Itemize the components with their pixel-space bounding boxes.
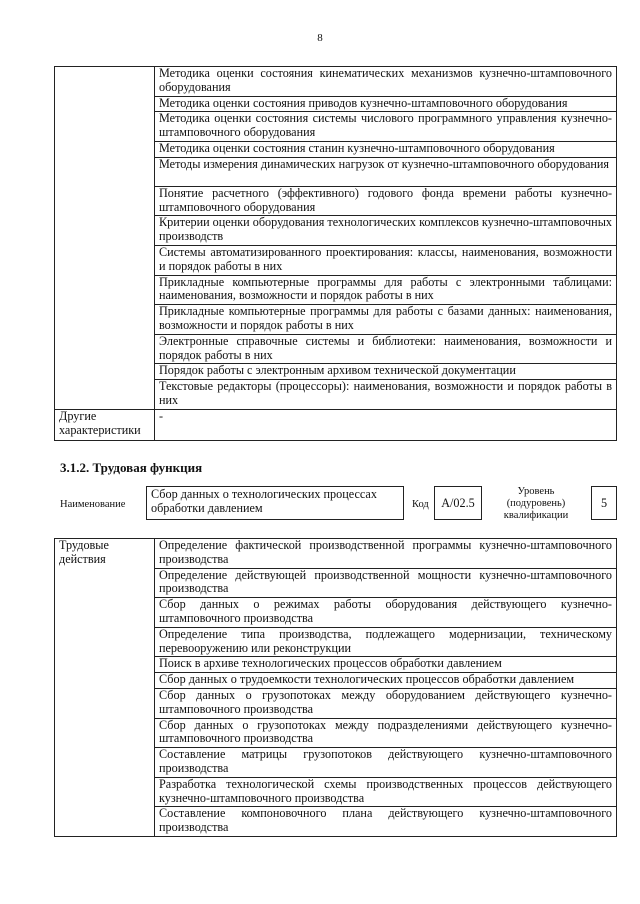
code-value: A/02.5 — [434, 486, 482, 520]
knowledge-row: Текстовые редакторы (процессоры): наименования, возможности и порядок работы в них — [155, 380, 617, 410]
labor-actions-table — [54, 538, 617, 837]
section-title: 3.1.2. Трудовая функция — [60, 460, 203, 475]
other-characteristics-value: - — [155, 409, 617, 440]
knowledge-row: Порядок работы с электронным архивом технической документации — [155, 364, 617, 380]
other-characteristics-label: Другие характеристики — [55, 409, 155, 440]
knowledge-table — [54, 66, 617, 441]
labor-action-row: Поиск в архиве технологических процессов обработки давлением — [155, 657, 617, 673]
labor-action-row: Разработка технологической схемы производственных процессов действующего кузнечно-штамповочного производства — [155, 777, 617, 807]
labor-actions-label: Трудовые действия — [55, 539, 155, 837]
knowledge-row: Системы автоматизированного проектирования: классы, наименования, возможности и порядок работы в них — [155, 245, 617, 275]
labor-action-row: Составление матрицы грузопотоков действующего кузнечно-штамповочного производства — [155, 748, 617, 778]
knowledge-row: Методы измерения динамических нагрузок от кузнечно-штамповочного оборудования — [155, 157, 617, 186]
labor-action-row: Сбор данных о грузопотоках между оборудованием действующего кузнечно-штамповочного производства — [155, 688, 617, 718]
name-value: Сбор данных о технологических процессах обработки давлением — [146, 486, 404, 520]
labor-action-row: Сбор данных о грузопотоках между подразделениями действующего кузнечно-штамповочного производства — [155, 718, 617, 748]
knowledge-label-cell — [55, 67, 155, 410]
labor-action-row: Составление компоновочного плана действующего кузнечно-штамповочного производства — [155, 807, 617, 837]
page-number: 8 — [317, 32, 323, 44]
knowledge-row: Критерии оценки оборудования технологических комплексов кузнечно-штамповочных производств — [155, 216, 617, 246]
knowledge-row: Методика оценки состояния кинематических механизмов кузнечно-штамповочного оборудования — [155, 67, 617, 97]
knowledge-row: Методика оценки состояния приводов кузнечно-штамповочного оборудования — [155, 96, 617, 112]
labor-action-row: Определение действующей производственной мощности кузнечно-штамповочного производства — [155, 568, 617, 598]
labor-action-row: Определение фактической производственной программы кузнечно-штамповочного производства — [155, 539, 617, 569]
qualification-level-label: Уровень (подуровень) квалификации — [503, 486, 569, 521]
labor-action-row: Определение типа производства, подлежащего модернизации, техническому перевооружению или реконструкции — [155, 627, 617, 657]
name-label: Наименование — [60, 499, 126, 510]
code-label: Код — [412, 499, 429, 510]
knowledge-row: Методика оценки состояния станин кузнечно-штамповочного оборудования — [155, 141, 617, 157]
qualification-level-value: 5 — [591, 486, 617, 520]
labor-action-row: Сбор данных о режимах работы оборудования действующего кузнечно-штамповочного производства — [155, 598, 617, 628]
knowledge-row: Прикладные компьютерные программы для работы с базами данных: наименования, возможности и порядок работы в них — [155, 305, 617, 335]
knowledge-row: Методика оценки состояния системы числового программного управления кузнечно-штамповочного оборудования — [155, 112, 617, 142]
labor-action-row: Сбор данных о трудоемкости технологических процессов обработки давлением — [155, 673, 617, 689]
knowledge-row: Электронные справочные системы и библиотеки: наименования, возможности и порядок работы в них — [155, 334, 617, 364]
knowledge-row: Прикладные компьютерные программы для работы с электронными таблицами: наименования, возможности и порядок работы в них — [155, 275, 617, 305]
knowledge-row: Понятие расчетного (эффективного) годового фонда времени работы кузнечно-штамповочного оборудования — [155, 186, 617, 216]
